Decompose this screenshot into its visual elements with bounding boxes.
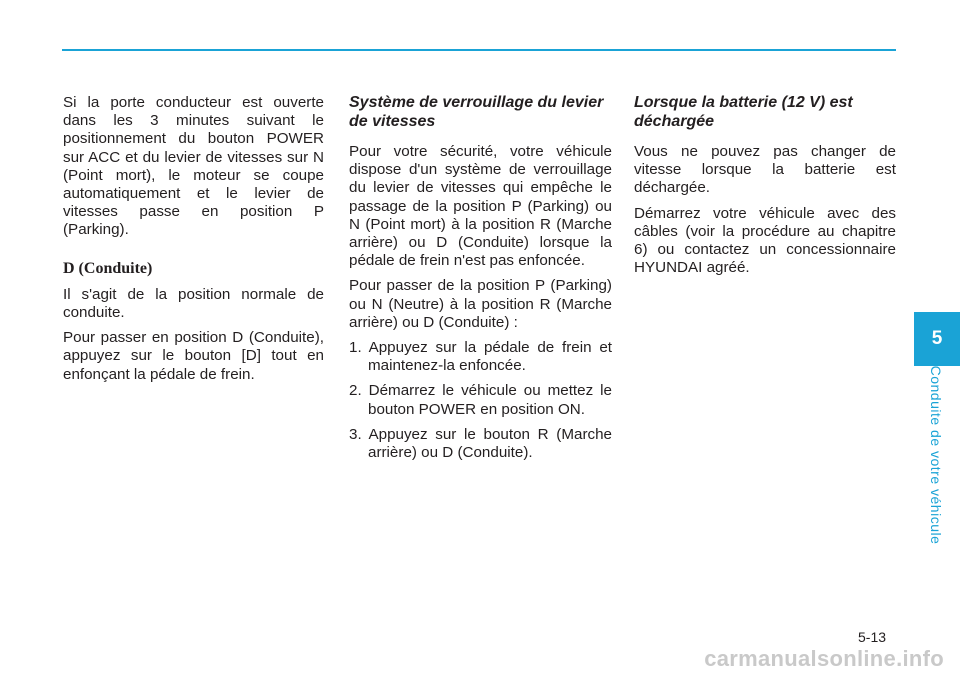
battery-instruction: Démarrez votre véhicule avec des câbles (voir la procédure au chapitre 6) ou contactez un concessionnaire HYUNDAI agréé.: [634, 204, 896, 277]
step-3: 3. Appuyez sur le bouton R (Marche arrière) ou D (Conduite).: [349, 425, 612, 462]
shift-lock-description: Pour votre sécurité, votre véhicule dispose d'un système de verrouillage du levier de vitesses qui empêche le passage de la position P (Parking) ou N (Point mort) à la position R (Marche arrière) ou D (Conduite) lorsque la pédale de frein n'est pas enfoncée.: [349, 143, 612, 270]
drive-heading: D (Conduite): [63, 259, 153, 277]
drive-instruction: Pour passer en position D (Conduite), appuyez sur le bouton [D] tout en enfonçant la pédale de frein.: [63, 329, 324, 383]
shift-lock-heading: Système de verrouillage du levier de vitesses: [349, 94, 604, 130]
column-middle: [349, 94, 612, 469]
watermark: carmanualsonline.info: [704, 646, 944, 671]
shift-lock-intro: Pour passer de la position P (Parking) ou N (Neutre) à la position R (Marche arrière) ou D (Conduite) :: [349, 277, 612, 331]
chapter-tab: [914, 312, 960, 366]
column-left: [63, 94, 324, 391]
page-number: 5-13: [858, 629, 887, 645]
header-rule: [62, 49, 896, 51]
auto-park-paragraph: Si la porte conducteur est ouverte dans les 3 minutes suivant le positionnement du bouton POWER sur ACC et du levier de vitesses sur N (Point mort), le moteur se coupe automatiquement et le levier de vitesses passe en position P (Parking).: [63, 94, 324, 239]
battery-heading: Lorsque la batterie (12 V) est déchargée: [634, 94, 853, 130]
drive-description: Il s'agit de la position normale de conduite.: [63, 285, 324, 322]
chapter-number: 5: [931, 328, 943, 349]
step-2: 2. Démarrez le véhicule ou mettez le bouton POWER en position ON.: [349, 382, 612, 418]
chapter-title: Conduite de votre véhicule: [928, 365, 944, 545]
step-1: 1. Appuyez sur la pédale de frein et maintenez-la enfoncée.: [349, 339, 612, 375]
column-right: [634, 94, 896, 284]
battery-description: Vous ne pouvez pas changer de vitesse lorsque la batterie est déchargée.: [634, 143, 896, 197]
